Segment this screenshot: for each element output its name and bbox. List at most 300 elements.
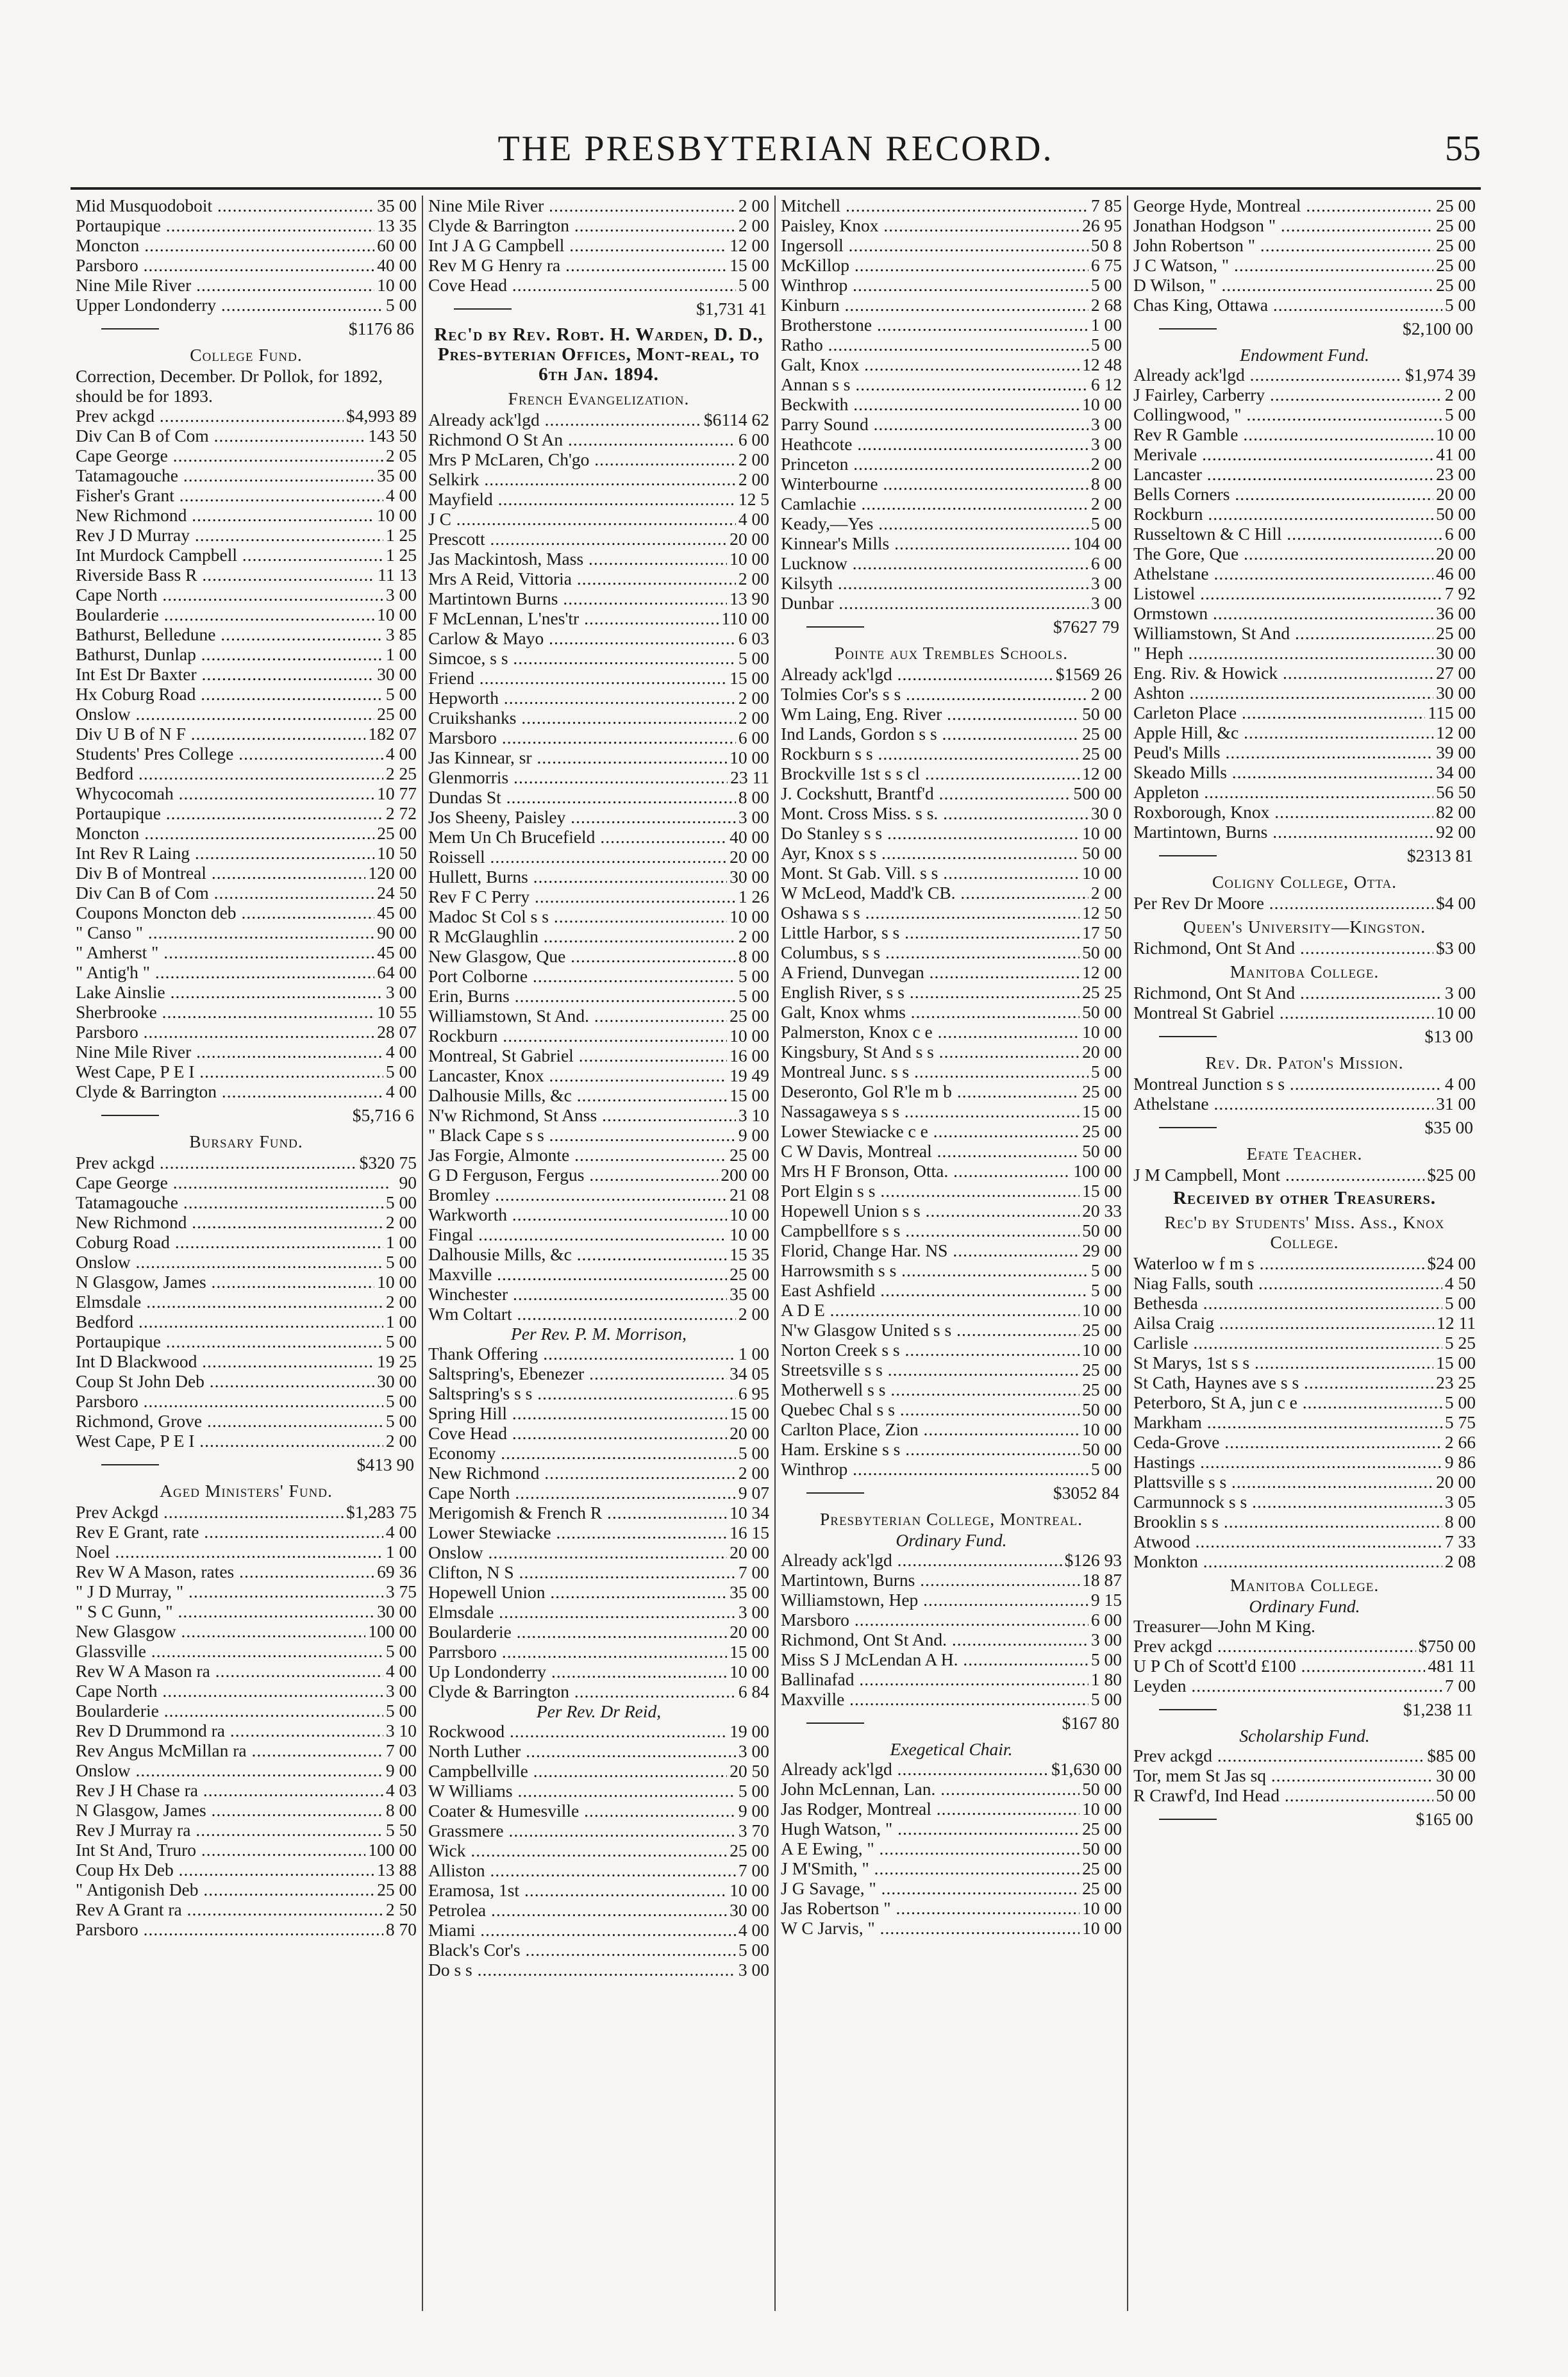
entry-amount: 2 00 (385, 1431, 417, 1451)
ledger-entry (781, 962, 1122, 982)
entry-name: Rev A Grant ra ..... (76, 1899, 383, 1919)
ledger-entry (1133, 524, 1476, 544)
entry-amount: 10 00 (1082, 1022, 1122, 1042)
entry-name: Cove Head ..... (428, 275, 736, 295)
ledger-entry (781, 1360, 1122, 1380)
entry-amount: 50 00 (1082, 1839, 1122, 1858)
entry-amount: 25 00 (730, 1145, 769, 1165)
entry-name: N Glasgow, James ..... (76, 1800, 383, 1820)
entry-amount: 104 00 (1073, 533, 1122, 553)
ledger-entry (781, 1550, 1122, 1570)
ledger-entry (781, 843, 1122, 863)
columns-container (71, 196, 1481, 2311)
ledger-entry (428, 1304, 769, 1324)
entry-name: Int J A G Campbell ..... (428, 235, 727, 255)
section-total (428, 299, 769, 319)
entry-amount: 5 00 (1444, 1392, 1476, 1412)
entry-amount: 15 00 (730, 1403, 769, 1423)
entry-amount: 20 00 (1082, 1042, 1122, 1062)
entry-name: Lancaster, Knox ..... (428, 1065, 727, 1085)
entry-name: Quebec Chal s s ..... (781, 1399, 1080, 1419)
ledger-entry (76, 1212, 417, 1232)
entry-name: Mitchell ..... (781, 196, 1088, 215)
ledger-entry (76, 1172, 417, 1192)
ledger-entry (781, 1380, 1122, 1399)
ledger-entry (1133, 762, 1476, 782)
entry-amount: 46 00 (1436, 563, 1476, 583)
ledger-entry (781, 1181, 1122, 1201)
entry-name: Montreal St Gabriel ..... (1133, 1003, 1433, 1022)
total-rule (806, 626, 864, 628)
entry-name: Grassmere ..... (428, 1821, 736, 1840)
total-rule (1159, 855, 1217, 856)
entry-name: Onslow ..... (428, 1542, 727, 1562)
entry-name: Coater & Humesville ..... (428, 1801, 736, 1821)
ledger-entry (428, 1264, 769, 1284)
entry-amount: 64 00 (377, 962, 417, 982)
ledger-entry (76, 1391, 417, 1411)
entry-name: Galt, Knox ..... (781, 354, 1080, 374)
ledger-entry (428, 1026, 769, 1046)
ledger-entry (428, 235, 769, 255)
column-3 (776, 196, 1128, 2311)
ledger-entry (781, 922, 1122, 942)
entry-name: J M'Smith, " ..... (781, 1858, 1080, 1878)
entry-name: Martintown, Burns ..... (781, 1570, 1080, 1590)
ledger-entry (76, 1899, 417, 1919)
entry-amount: 10 00 (730, 1205, 769, 1224)
entry-name: Merigomish & French R ..... (428, 1503, 727, 1522)
ledger-entry (1133, 255, 1476, 275)
total-rule (101, 1115, 159, 1116)
ledger-entry (781, 255, 1122, 275)
ledger-entry (1133, 782, 1476, 802)
entry-amount: 25 00 (1082, 1380, 1122, 1399)
ledger-entry (76, 1522, 417, 1542)
entry-amount: 3 05 (1444, 1492, 1476, 1512)
entry-name: C W Davis, Montreal ..... (781, 1141, 1080, 1161)
entry-amount: $1,283 75 (346, 1502, 417, 1522)
entry-amount: 5 00 (1444, 1293, 1476, 1313)
entry-name: " Black Cape s s ..... (428, 1125, 736, 1145)
section-subheading: Scholarship Fund. (1239, 1726, 1370, 1746)
entry-amount: 29 00 (1082, 1240, 1122, 1260)
ledger-entry (428, 1602, 769, 1622)
ledger-entry (781, 1439, 1122, 1459)
entry-name: W Williams ..... (428, 1781, 736, 1801)
entry-name: Ham. Erskine s s ..... (781, 1439, 1080, 1459)
total-value: $13 00 (1424, 1026, 1473, 1046)
entry-amount: $4 00 (1436, 893, 1476, 913)
ledger-entry (428, 728, 769, 747)
section-heading: Aged Ministers' Fund. (160, 1481, 333, 1501)
entry-name: Rev D Drummond ra ..... (76, 1721, 383, 1740)
ledger-entry (1133, 643, 1476, 663)
entry-name: Whycocomah ..... (76, 783, 374, 803)
entry-amount: 4 00 (1444, 1074, 1476, 1094)
ledger-entry (428, 867, 769, 887)
entry-amount: 10 00 (1082, 1340, 1122, 1360)
entry-amount: 10 77 (377, 783, 417, 803)
total-value: $413 90 (356, 1455, 414, 1474)
entry-amount: 40 00 (377, 255, 417, 275)
entry-amount: 8 00 (738, 787, 769, 807)
entry-amount: 5 00 (1444, 405, 1476, 424)
entry-amount: 40 00 (730, 827, 769, 847)
entry-amount: 5 00 (385, 684, 417, 704)
entry-amount: 28 07 (377, 1022, 417, 1042)
entry-amount: 25 00 (377, 823, 417, 843)
ledger-entry (76, 1371, 417, 1391)
entry-amount: 8 00 (385, 1800, 417, 1820)
entry-name: Bedford ..... (76, 763, 383, 783)
entry-name: Black's Cor's ..... (428, 1940, 736, 1960)
entry-amount: 6 00 (738, 430, 769, 449)
entry-name: Peud's Mills ..... (1133, 742, 1433, 762)
ledger-entry (76, 1880, 417, 1899)
section-total (76, 319, 417, 338)
ledger-entry (428, 1681, 769, 1701)
entry-name: Clyde & Barrington ..... (428, 1681, 736, 1701)
entry-amount: 481 11 (1428, 1656, 1476, 1676)
entry-amount: 1 26 (738, 887, 769, 906)
ledger-entry (781, 215, 1122, 235)
entry-name: R McGlaughlin ..... (428, 926, 736, 946)
entry-name: Saltspring's, Ebenezer ..... (428, 1364, 727, 1383)
entry-name: Clyde & Barrington ..... (428, 215, 736, 235)
entry-name: Heathcote ..... (781, 434, 1088, 454)
ledger-entry (1133, 1676, 1476, 1696)
entry-name: Deseronto, Gol R'le m b ..... (781, 1081, 1080, 1101)
entry-amount: 3 10 (385, 1721, 417, 1740)
total-value: $1176 86 (348, 319, 414, 338)
section-total (1133, 1699, 1476, 1719)
ledger-entry (1133, 1656, 1476, 1676)
ledger-entry (428, 1344, 769, 1364)
entry-name: Madoc St Col s s ..... (428, 906, 727, 926)
entry-name: West Cape, P E I ..... (76, 1062, 383, 1081)
entry-amount: 7 00 (385, 1740, 417, 1760)
ledger-entry (428, 1761, 769, 1781)
ledger-entry (781, 494, 1122, 513)
entry-amount: $750 00 (1418, 1636, 1476, 1656)
entry-name: Montreal Junction s s ..... (1133, 1074, 1442, 1094)
entry-name: Selkirk ..... (428, 469, 736, 489)
entry-amount: $4,993 89 (346, 406, 417, 426)
entry-name: Rockburn s s ..... (781, 744, 1080, 763)
entry-amount: 36 00 (1436, 603, 1476, 623)
ledger-entry (781, 684, 1122, 704)
ledger-entry (428, 1065, 769, 1085)
entry-amount: 5 00 (1090, 1260, 1122, 1280)
ledger-entry (781, 1610, 1122, 1630)
ledger-entry (1133, 563, 1476, 583)
ledger-entry (428, 1423, 769, 1443)
entry-name: Carleton Place ..... (1133, 703, 1425, 722)
entry-name: Cape North ..... (76, 585, 383, 605)
ledger-entry (76, 1252, 417, 1272)
entry-name: Elmsdale ..... (428, 1602, 736, 1622)
section-total (1133, 319, 1476, 338)
section-subheading: Ordinary Fund. (1249, 1596, 1360, 1616)
ledger-entry (1133, 938, 1476, 958)
ledger-entry (428, 430, 769, 449)
entry-name: Brooklin s s ..... (1133, 1512, 1442, 1531)
entry-amount: 4 00 (385, 1522, 417, 1542)
entry-amount: 2 00 (738, 569, 769, 588)
entry-amount: 8 00 (1090, 474, 1122, 494)
ledger-entry (781, 1062, 1122, 1081)
entry-name: Paisley, Knox ..... (781, 215, 1080, 235)
entry-amount: 10 34 (730, 1503, 769, 1522)
entry-name: Carmunnock s s ..... (1133, 1492, 1442, 1512)
ledger-entry (76, 295, 417, 315)
ledger-entry (428, 1542, 769, 1562)
ledger-entry (76, 1022, 417, 1042)
entry-amount: 7 85 (1090, 196, 1122, 215)
ledger-entry (781, 664, 1122, 684)
entry-amount: 4 00 (385, 744, 417, 763)
ledger-entry (428, 807, 769, 827)
entry-name: Rev E Grant, rate ..... (76, 1522, 383, 1542)
entry-amount: 9 86 (1444, 1452, 1476, 1472)
column-4 (1128, 196, 1481, 2311)
entry-amount: 25 00 (1082, 1858, 1122, 1878)
entry-amount: $1,630 00 (1051, 1759, 1122, 1779)
ledger-entry (1133, 893, 1476, 913)
entry-name: The Gore, Que ..... (1133, 544, 1433, 563)
entry-amount: 25 00 (730, 1264, 769, 1284)
entry-amount: 3 00 (1090, 593, 1122, 613)
ledger-entry (1133, 1452, 1476, 1472)
entry-amount: 3 00 (385, 982, 417, 1002)
ledger-entry (76, 982, 417, 1002)
entry-amount: 26 95 (1082, 215, 1122, 235)
entry-amount: 6 03 (738, 628, 769, 648)
ledger-entry (428, 1821, 769, 1840)
page-header (71, 128, 1481, 173)
section-total (781, 617, 1122, 637)
entry-amount: 20 00 (730, 1423, 769, 1443)
ledger-entry (428, 1721, 769, 1741)
entry-name: New Richmond ..... (76, 1212, 383, 1232)
entry-amount: 200 00 (721, 1165, 769, 1185)
ledger-entry (428, 509, 769, 529)
entry-name: Skeado Mills ..... (1133, 762, 1433, 782)
ledger-entry (76, 1919, 417, 1939)
entry-amount: 50 00 (1082, 1221, 1122, 1240)
entry-name: Leyden ..... (1133, 1676, 1442, 1696)
entry-name: Mid Musquodoboit ..... (76, 196, 374, 215)
ledger-entry (1133, 295, 1476, 315)
entry-amount: 25 00 (1082, 1360, 1122, 1380)
entry-amount: 5 00 (385, 1391, 417, 1411)
entry-name: Mont. St Gab. Vill. s s ..... (781, 863, 1080, 883)
entry-name: Eng. Riv. & Howick ..... (1133, 663, 1433, 683)
ledger-entry (428, 1165, 769, 1185)
ledger-entry (1133, 1094, 1476, 1113)
entry-name: Do Stanley s s ..... (781, 823, 1080, 843)
entry-amount: 25 00 (730, 1006, 769, 1026)
entry-amount: 50 00 (1082, 1141, 1122, 1161)
entry-name: Ingersoll ..... (781, 235, 1088, 255)
entry-name: Moncton ..... (76, 235, 374, 255)
entry-amount: 5 00 (385, 1062, 417, 1081)
ledger-entry (428, 1801, 769, 1821)
ledger-entry (781, 474, 1122, 494)
entry-name: Fisher's Grant ..... (76, 485, 383, 505)
entry-amount: 2 00 (1090, 454, 1122, 474)
ledger-entry (781, 1419, 1122, 1439)
ledger-entry (781, 1630, 1122, 1649)
total-value: $7627 79 (1053, 617, 1119, 637)
entry-amount: 23 25 (1436, 1372, 1476, 1392)
entry-amount: 5 00 (1090, 335, 1122, 354)
entry-amount: 11 13 (378, 565, 417, 585)
entry-name: Already ack'lgd ..... (781, 1759, 1049, 1779)
entry-amount: 12 11 (1437, 1313, 1476, 1333)
entry-name: Richmond, Grove ..... (76, 1411, 383, 1431)
entry-amount: 10 55 (377, 1002, 417, 1022)
ledger-entry (781, 394, 1122, 414)
ledger-entry (76, 196, 417, 215)
page-title: THE PRESBYTERIAN RECORD. (497, 129, 1054, 169)
ledger-entry (76, 545, 417, 565)
entry-name: Rev R Gamble ..... (1133, 424, 1433, 444)
entry-amount: 2 00 (738, 449, 769, 469)
entry-amount: 35 00 (377, 465, 417, 485)
entry-name: Thank Offering ..... (428, 1344, 736, 1364)
entry-name: Streetsville s s ..... (781, 1360, 1080, 1380)
entry-name: " Canso " ..... (76, 922, 374, 942)
section-heading: Pointe aux Trembles Schools. (834, 643, 1069, 663)
ledger-entry (428, 847, 769, 867)
entry-name: Jas Mackintosh, Mass ..... (428, 549, 727, 569)
entry-amount: 2 66 (1444, 1432, 1476, 1452)
entry-name: Already ack'lgd ..... (781, 664, 1053, 684)
entry-name: Dunbar ..... (781, 593, 1088, 613)
ledger-entry (428, 708, 769, 728)
entry-name: Campbellfore s s ..... (781, 1221, 1080, 1240)
entry-amount: $85 00 (1427, 1746, 1476, 1765)
entry-amount: 25 00 (1082, 1081, 1122, 1101)
ledger-entry (428, 1562, 769, 1582)
ledger-entry (1133, 1074, 1476, 1094)
ledger-entry (781, 593, 1122, 613)
ledger-entry (76, 1331, 417, 1351)
entry-name: Parsboro ..... (76, 1919, 383, 1939)
entry-amount: 30 00 (730, 1900, 769, 1920)
entry-amount: 50 00 (1082, 942, 1122, 962)
entry-amount: 15 00 (1082, 1181, 1122, 1201)
ledger-entry (428, 1046, 769, 1065)
ledger-entry (1133, 1333, 1476, 1353)
ledger-entry (76, 1351, 417, 1371)
entry-amount: 9 00 (738, 1125, 769, 1145)
entry-name: Port Colborne ..... (428, 966, 736, 986)
entry-name: Parry Sound ..... (781, 414, 1088, 434)
section-heading: Efate Teacher. (1246, 1144, 1363, 1163)
ledger-entry (76, 883, 417, 903)
ledger-entry (428, 449, 769, 469)
ledger-entry (781, 763, 1122, 783)
ledger-entry (76, 1740, 417, 1760)
ledger-entry (76, 446, 417, 465)
entry-name: Portaupique ..... (76, 803, 383, 823)
entry-amount: 25 00 (1436, 255, 1476, 275)
entry-name: Mrs A Reid, Vittoria ..... (428, 569, 736, 588)
ledger-entry (781, 1918, 1122, 1938)
entry-name: Monkton ..... (1133, 1551, 1442, 1571)
ledger-entry (76, 215, 417, 235)
entry-amount: 1 00 (385, 1312, 417, 1331)
ledger-entry (76, 744, 417, 763)
entry-name: Mayfield ..... (428, 489, 736, 509)
entry-amount: 7 00 (738, 1562, 769, 1582)
entry-amount: 45 00 (377, 942, 417, 962)
entry-name: Rockburn ..... (428, 1026, 727, 1046)
ledger-entry (428, 1622, 769, 1642)
ledger-entry (428, 1125, 769, 1145)
entry-amount: 25 00 (1436, 215, 1476, 235)
entry-name: Williamstown, Hep ..... (781, 1590, 1088, 1610)
entry-amount: 10 00 (377, 605, 417, 624)
entry-name: Prev ackgd ..... (76, 406, 344, 426)
ledger-entry (781, 903, 1122, 922)
ledger-entry (1133, 275, 1476, 295)
ledger-entry (76, 275, 417, 295)
entry-name: Do s s ..... (428, 1960, 736, 1980)
entry-name: Beckwith ..... (781, 394, 1080, 414)
entry-name: Int Rev R Laing ..... (76, 843, 374, 863)
entry-name: Dalhousie Mills, &c ..... (428, 1085, 727, 1105)
ledger-entry (428, 549, 769, 569)
ledger-entry (428, 827, 769, 847)
entry-amount: 2 00 (1444, 385, 1476, 405)
entry-amount: 3 00 (738, 807, 769, 827)
entry-name: A Friend, Dunvegan ..... (781, 962, 1080, 982)
entry-name: Int Est Dr Baxter ..... (76, 664, 374, 684)
entry-name: Saltspring's s s ..... (428, 1383, 736, 1403)
entry-name: Rev J Murray ra ..... (76, 1820, 383, 1840)
entry-amount: 12 00 (730, 235, 769, 255)
entry-amount: 30 00 (377, 664, 417, 684)
entry-amount: 10 00 (1082, 1419, 1122, 1439)
entry-amount: 20 00 (730, 1542, 769, 1562)
entry-amount: 3 00 (738, 1741, 769, 1761)
section-total (781, 1713, 1122, 1733)
ledger-entry (781, 982, 1122, 1002)
ledger-entry (781, 1300, 1122, 1320)
ledger-entry (781, 354, 1122, 374)
ledger-entry (1133, 1785, 1476, 1805)
ledger-entry (428, 1960, 769, 1980)
entry-name: Jas Forgie, Almonte ..... (428, 1145, 727, 1165)
ledger-entry (76, 406, 417, 426)
entry-name: Boularderie ..... (76, 605, 374, 624)
entry-amount: 1 00 (738, 1344, 769, 1364)
ledger-entry (76, 1721, 417, 1740)
ledger-entry (428, 946, 769, 966)
entry-name: Richmond, Ont St And ..... (1133, 983, 1442, 1003)
ledger-entry (76, 823, 417, 843)
ledger-entry (781, 1839, 1122, 1858)
ledger-entry (76, 903, 417, 922)
entry-amount: 1 80 (1090, 1669, 1122, 1689)
ledger-entry (1133, 1165, 1476, 1185)
entry-name: Div B of Montreal ..... (76, 863, 365, 883)
entry-name: Prescott ..... (428, 529, 727, 549)
